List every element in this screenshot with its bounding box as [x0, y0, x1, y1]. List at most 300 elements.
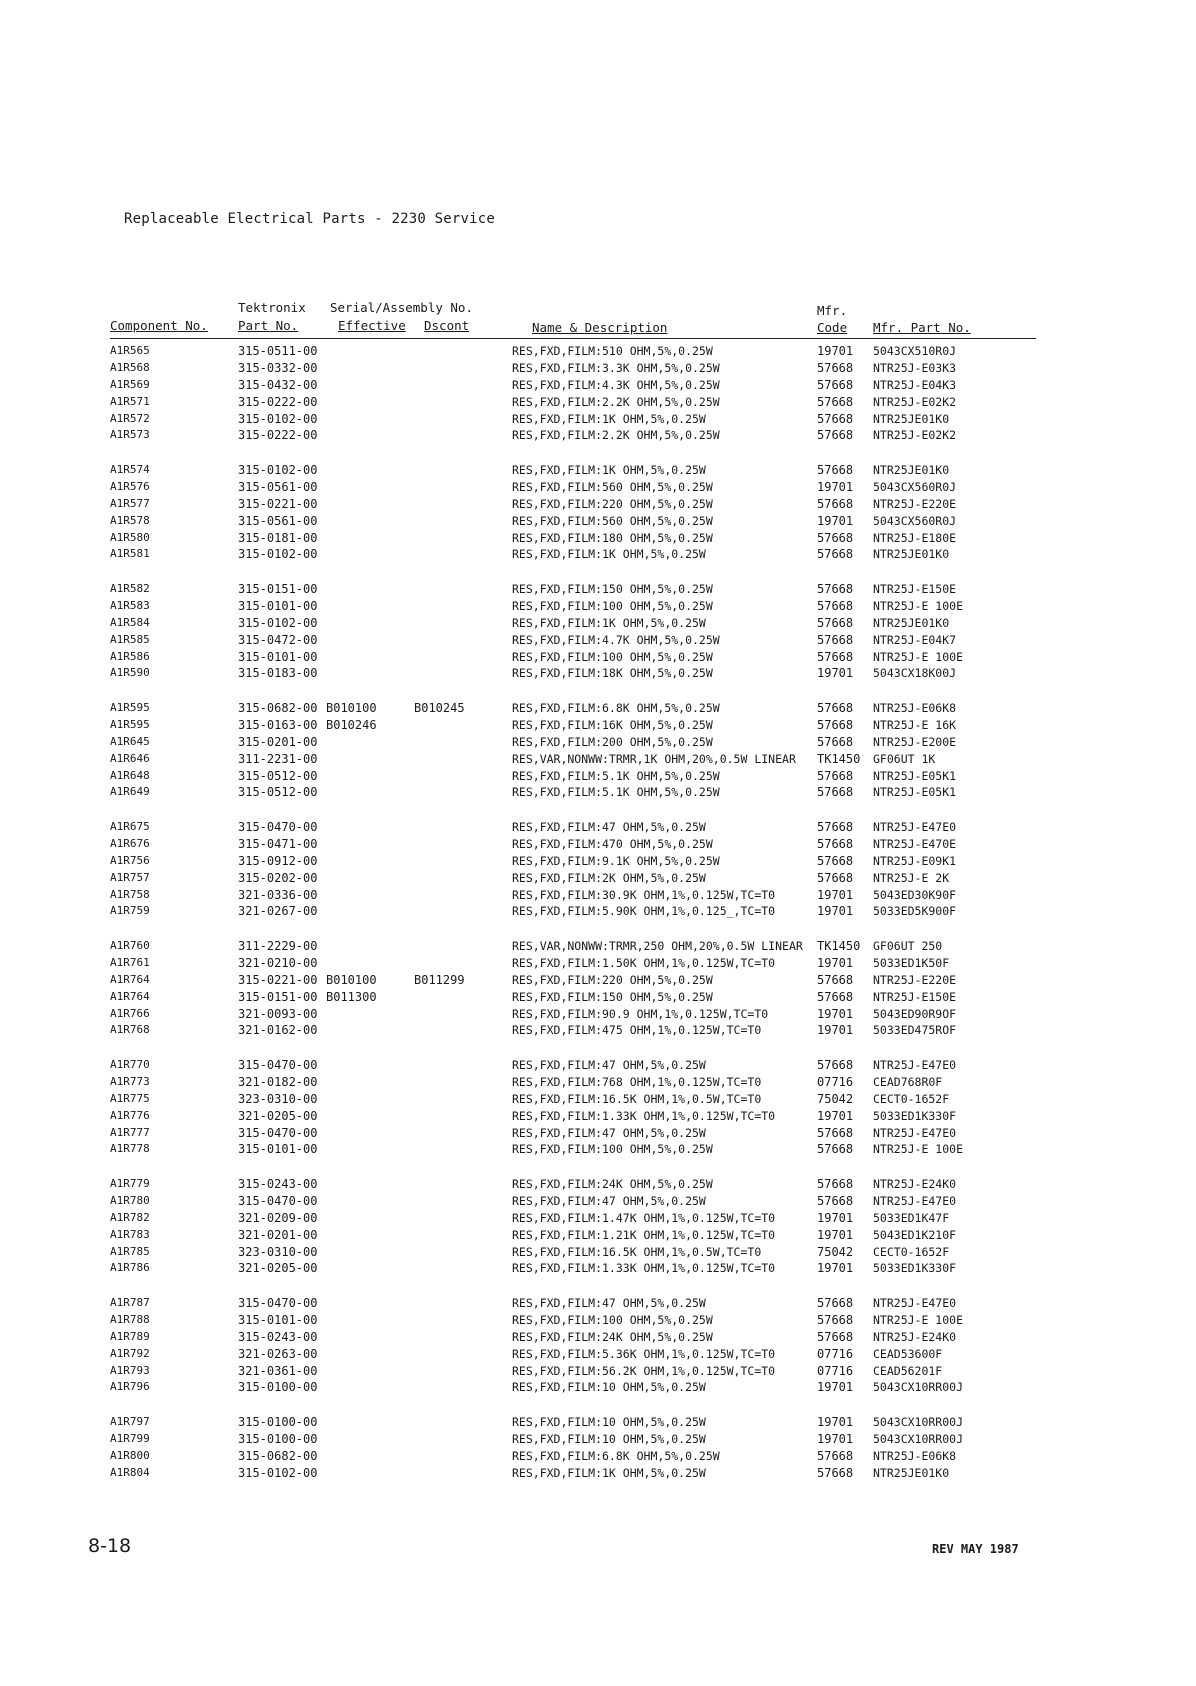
component-no-cell: A1R583 — [110, 598, 150, 612]
tektronix-part-no-cell: 321-0210-00 — [238, 955, 318, 970]
mfr-code-cell: 57668 — [817, 1312, 854, 1327]
tektronix-part-no-cell: 315-0101-00 — [238, 649, 318, 664]
tektronix-part-no-cell: 315-0470-00 — [238, 1058, 318, 1072]
mfr-code-cell: 57668 — [817, 428, 854, 443]
tektronix-part-no-cell: 315-0432-00 — [238, 377, 318, 392]
parts-group — [0, 1295, 1196, 1414]
tektronix-part-no-cell: 323-0310-00 — [238, 1244, 318, 1259]
tektronix-part-no-cell: 315-0222-00 — [238, 428, 318, 443]
mfr-code-cell: 57668 — [817, 598, 854, 613]
component-no-cell: A1R573 — [110, 428, 150, 442]
header-part-no: Part No. — [238, 318, 299, 333]
mfr-code-cell: 57668 — [817, 1125, 854, 1140]
mfr-code-cell: 57668 — [817, 1465, 854, 1480]
tektronix-part-no-cell: 321-0336-00 — [238, 887, 318, 902]
parts-group — [0, 1176, 1196, 1295]
mfr-part-no-cell: NTR25J-E 16K — [873, 717, 957, 732]
header-name-description: Name & Description — [532, 320, 668, 335]
parts-table — [0, 343, 1196, 1533]
tektronix-part-no-cell: 315-0470-00 — [238, 1193, 318, 1208]
mfr-code-cell: 57668 — [817, 1448, 854, 1463]
table-row — [0, 734, 1196, 751]
mfr-part-no-cell: 5043CX10RR00J — [873, 1431, 964, 1446]
name-description-cell: RES,VAR,NONWW:TRMR,250 OHM,20%,0.5W LINEAR — [512, 939, 803, 953]
mfr-part-no-cell: NTR25J-E47E0 — [873, 1193, 957, 1208]
mfr-code-cell: 57668 — [817, 785, 854, 800]
table-row — [0, 632, 1196, 649]
tektronix-part-no-cell: 315-0151-00 — [238, 989, 318, 1004]
name-description-cell: RES,FXD,FILM:24K OHM,5%,0.25W — [512, 1329, 713, 1344]
name-description-cell: RES,FXD,FILM:220 OHM,5%,0.25W — [512, 972, 713, 987]
component-no-cell: A1R569 — [110, 377, 150, 391]
component-no-cell: A1R580 — [110, 530, 150, 544]
component-no-cell: A1R675 — [110, 820, 150, 833]
name-description-cell: RES,VAR,NONWW:TRMR,1K OHM,20%,0.5W LINEAR — [512, 751, 796, 766]
name-description-cell: RES,FXD,FILM:47 OHM,5%,0.25W — [512, 820, 706, 834]
component-no-cell: A1R578 — [110, 513, 150, 527]
name-description-cell: RES,FXD,FILM:2K OHM,5%,0.25W — [512, 870, 706, 885]
name-description-cell: RES,FXD,FILM:510 OHM,5%,0.25W — [512, 344, 713, 358]
mfr-code-cell: 19701 — [817, 955, 854, 970]
serial-effective-cell: B010100 — [326, 972, 377, 987]
parts-group — [0, 1057, 1196, 1176]
mfr-code-cell: 19701 — [817, 513, 854, 528]
mfr-code-cell: 57668 — [817, 377, 854, 392]
tektronix-part-no-cell: 315-0102-00 — [238, 615, 318, 630]
component-no-cell: A1R648 — [110, 768, 150, 782]
mfr-code-cell: 57668 — [817, 582, 854, 596]
table-row — [0, 1448, 1196, 1465]
mfr-code-cell: 57668 — [817, 547, 854, 562]
mfr-code-cell: 57668 — [817, 530, 854, 545]
tektronix-part-no-cell: 311-2229-00 — [238, 939, 318, 953]
tektronix-part-no-cell: 321-0205-00 — [238, 1261, 318, 1276]
mfr-part-no-cell: NTR25JE01K0 — [873, 547, 950, 562]
component-no-cell: A1R761 — [110, 955, 150, 969]
mfr-part-no-cell: 5033ED1K50F — [873, 955, 950, 970]
mfr-part-no-cell: NTR25J-E 100E — [873, 649, 964, 664]
table-row — [0, 530, 1196, 547]
table-row — [0, 768, 1196, 785]
table-row — [0, 870, 1196, 887]
mfr-code-cell: 19701 — [817, 1380, 854, 1395]
name-description-cell: RES,FXD,FILM:180 OHM,5%,0.25W — [512, 530, 713, 545]
mfr-part-no-cell: 5043ED90R9OF — [873, 1006, 957, 1021]
mfr-part-no-cell: NTR25J-E06K8 — [873, 701, 957, 715]
name-description-cell: RES,FXD,FILM:1.33K OHM,1%,0.125W,TC=T0 — [512, 1108, 776, 1123]
mfr-part-no-cell: NTR25J-E02K2 — [873, 428, 957, 443]
tektronix-part-no-cell: 321-0205-00 — [238, 1108, 318, 1123]
table-row — [0, 546, 1196, 563]
parts-group — [0, 938, 1196, 1057]
name-description-cell: RES,FXD,FILM:18K OHM,5%,0.25W — [512, 666, 713, 681]
mfr-code-cell: 19701 — [817, 904, 854, 919]
component-no-cell: A1R804 — [110, 1465, 150, 1479]
mfr-code-cell: 57668 — [817, 649, 854, 664]
name-description-cell: RES,FXD,FILM:9.1K OHM,5%,0.25W — [512, 853, 720, 868]
table-row — [0, 955, 1196, 972]
tektronix-part-no-cell: 315-0201-00 — [238, 734, 318, 749]
name-description-cell: RES,FXD,FILM:6.8K OHM,5%,0.25W — [512, 701, 720, 715]
table-row — [0, 1244, 1196, 1261]
parts-group — [0, 819, 1196, 938]
component-no-cell: A1R792 — [110, 1346, 150, 1360]
page-title: Replaceable Electrical Parts - 2230 Service — [124, 211, 496, 227]
tektronix-part-no-cell: 315-0912-00 — [238, 853, 318, 868]
mfr-code-cell: 19701 — [817, 1108, 854, 1123]
table-row — [0, 1006, 1196, 1023]
name-description-cell: RES,FXD,FILM:200 OHM,5%,0.25W — [512, 734, 713, 749]
component-no-cell: A1R582 — [110, 582, 150, 595]
mfr-part-no-cell: 5033ED475ROF — [873, 1023, 957, 1038]
component-no-cell: A1R785 — [110, 1244, 150, 1258]
mfr-code-cell: 57668 — [817, 615, 854, 630]
parts-group — [0, 343, 1196, 462]
mfr-part-no-cell: NTR25J-E47E0 — [873, 1058, 957, 1072]
tektronix-part-no-cell: 315-0181-00 — [238, 530, 318, 545]
tektronix-part-no-cell: 315-0512-00 — [238, 785, 318, 800]
name-description-cell: RES,FXD,FILM:10 OHM,5%,0.25W — [512, 1380, 706, 1395]
component-no-cell: A1R775 — [110, 1091, 150, 1105]
mfr-code-cell: 57668 — [817, 1142, 854, 1157]
header-rule — [110, 338, 1036, 339]
name-description-cell: RES,FXD,FILM:5.1K OHM,5%,0.25W — [512, 785, 720, 800]
component-no-cell: A1R756 — [110, 853, 150, 867]
component-no-cell: A1R759 — [110, 904, 150, 918]
revision-date: REV MAY 1987 — [932, 1542, 1019, 1556]
serial-effective-cell: B011300 — [326, 989, 377, 1004]
name-description-cell: RES,FXD,FILM:90.9 OHM,1%,0.125W,TC=T0 — [512, 1006, 769, 1021]
tektronix-part-no-cell: 315-0472-00 — [238, 632, 318, 647]
tektronix-part-no-cell: 315-0102-00 — [238, 463, 318, 477]
mfr-part-no-cell: CEAD56201F — [873, 1363, 943, 1378]
mfr-part-no-cell: NTR25J-E 2K — [873, 870, 950, 885]
table-row — [0, 649, 1196, 666]
mfr-part-no-cell: NTR25J-E220E — [873, 972, 957, 987]
tektronix-part-no-cell: 315-0222-00 — [238, 394, 318, 409]
mfr-part-no-cell: 5033ED1K47F — [873, 1210, 950, 1225]
component-no-cell: A1R797 — [110, 1415, 150, 1428]
name-description-cell: RES,FXD,FILM:560 OHM,5%,0.25W — [512, 513, 713, 528]
mfr-code-cell: 57668 — [817, 1296, 854, 1310]
mfr-part-no-cell: 5043ED30K90F — [873, 887, 957, 902]
component-no-cell: A1R773 — [110, 1074, 150, 1088]
name-description-cell: RES,FXD,FILM:6.8K OHM,5%,0.25W — [512, 1448, 720, 1463]
page-number: 8-18 — [88, 1535, 132, 1557]
table-row — [0, 1431, 1196, 1448]
mfr-part-no-cell: NTR25JE01K0 — [873, 463, 950, 477]
name-description-cell: RES,FXD,FILM:100 OHM,5%,0.25W — [512, 1312, 713, 1327]
table-row — [0, 496, 1196, 513]
tektronix-part-no-cell: 315-0102-00 — [238, 411, 318, 426]
mfr-part-no-cell: NTR25JE01K0 — [873, 411, 950, 426]
mfr-part-no-cell: CEAD53600F — [873, 1346, 943, 1361]
mfr-part-no-cell: NTR25J-E03K3 — [873, 360, 957, 375]
mfr-code-cell: 57668 — [817, 734, 854, 749]
mfr-part-no-cell: NTR25J-E47E0 — [873, 1125, 957, 1140]
component-no-cell: A1R581 — [110, 547, 150, 561]
tektronix-part-no-cell: 315-0511-00 — [238, 344, 318, 358]
name-description-cell: RES,FXD,FILM:1K OHM,5%,0.25W — [512, 615, 706, 630]
name-description-cell: RES,FXD,FILM:1K OHM,5%,0.25W — [512, 1465, 706, 1480]
name-description-cell: RES,FXD,FILM:10 OHM,5%,0.25W — [512, 1415, 706, 1429]
name-description-cell: RES,FXD,FILM:100 OHM,5%,0.25W — [512, 1142, 713, 1157]
mfr-part-no-cell: NTR25J-E04K7 — [873, 632, 957, 647]
mfr-part-no-cell: 5033ED5K900F — [873, 904, 957, 919]
tektronix-part-no-cell: 323-0310-00 — [238, 1091, 318, 1106]
mfr-part-no-cell: NTR25J-E180E — [873, 530, 957, 545]
tektronix-part-no-cell: 315-0332-00 — [238, 360, 318, 375]
mfr-code-cell: 75042 — [817, 1091, 854, 1106]
table-row — [0, 700, 1196, 717]
tektronix-part-no-cell: 315-0151-00 — [238, 582, 318, 596]
component-no-cell: A1R766 — [110, 1006, 150, 1020]
tektronix-part-no-cell: 315-0512-00 — [238, 768, 318, 783]
name-description-cell: RES,FXD,FILM:47 OHM,5%,0.25W — [512, 1193, 706, 1208]
header-mfr-part-no: Mfr. Part No. — [873, 320, 971, 335]
tektronix-part-no-cell: 315-0221-00 — [238, 496, 318, 511]
name-description-cell: RES,FXD,FILM:5.90K OHM,1%,0.125_,TC=T0 — [512, 904, 776, 919]
header-serial-assembly: Serial/Assembly No. — [330, 300, 473, 315]
mfr-code-cell: 19701 — [817, 479, 854, 494]
name-description-cell: RES,FXD,FILM:220 OHM,5%,0.25W — [512, 496, 713, 511]
table-row — [0, 1210, 1196, 1227]
name-description-cell: RES,FXD,FILM:768 OHM,1%,0.125W,TC=T0 — [512, 1074, 762, 1089]
tektronix-part-no-cell: 315-0100-00 — [238, 1415, 318, 1429]
mfr-part-no-cell: NTR25J-E150E — [873, 582, 957, 596]
name-description-cell: RES,FXD,FILM:150 OHM,5%,0.25W — [512, 582, 713, 596]
mfr-part-no-cell: NTR25J-E150E — [873, 989, 957, 1004]
component-no-cell: A1R780 — [110, 1193, 150, 1207]
parts-group — [0, 1414, 1196, 1533]
table-row — [0, 598, 1196, 615]
mfr-code-cell: 57668 — [817, 1058, 854, 1072]
component-no-cell: A1R786 — [110, 1261, 150, 1275]
tektronix-part-no-cell: 315-0561-00 — [238, 479, 318, 494]
tektronix-part-no-cell: 321-0267-00 — [238, 904, 318, 919]
component-no-cell: A1R574 — [110, 463, 150, 476]
name-description-cell: RES,FXD,FILM:1K OHM,5%,0.25W — [512, 547, 706, 562]
mfr-code-cell: 57668 — [817, 632, 854, 647]
component-no-cell: A1R645 — [110, 734, 150, 748]
mfr-code-cell: 57668 — [817, 701, 854, 715]
table-row — [0, 1465, 1196, 1482]
table-row — [0, 1193, 1196, 1210]
component-no-cell: A1R760 — [110, 939, 150, 952]
component-no-cell: A1R796 — [110, 1380, 150, 1394]
serial-effective-cell: B010100 — [326, 701, 377, 715]
mfr-code-cell: 07716 — [817, 1363, 854, 1378]
mfr-code-cell: 19701 — [817, 344, 854, 358]
table-row — [0, 394, 1196, 411]
name-description-cell: RES,FXD,FILM:4.7K OHM,5%,0.25W — [512, 632, 720, 647]
mfr-part-no-cell: NTR25JE01K0 — [873, 615, 950, 630]
tektronix-part-no-cell: 321-0263-00 — [238, 1346, 318, 1361]
component-no-cell: A1R649 — [110, 785, 150, 799]
mfr-part-no-cell: 5043ED1K210F — [873, 1227, 957, 1242]
mfr-code-cell: 57668 — [817, 394, 854, 409]
component-no-cell: A1R793 — [110, 1363, 150, 1377]
component-no-cell: A1R788 — [110, 1312, 150, 1326]
name-description-cell: RES,FXD,FILM:30.9K OHM,1%,0.125W,TC=T0 — [512, 887, 776, 902]
mfr-part-no-cell: NTR25J-E05K1 — [873, 768, 957, 783]
component-no-cell: A1R764 — [110, 989, 150, 1003]
header-mfr: Mfr. — [817, 303, 848, 318]
table-row — [0, 343, 1196, 360]
mfr-part-no-cell: NTR25J-E 100E — [873, 1142, 964, 1157]
component-no-cell: A1R758 — [110, 887, 150, 901]
tektronix-part-no-cell: 315-0202-00 — [238, 870, 318, 885]
mfr-code-cell: 19701 — [817, 1261, 854, 1276]
table-row — [0, 989, 1196, 1006]
tektronix-part-no-cell: 315-0682-00 — [238, 1448, 318, 1463]
tektronix-part-no-cell: 315-0101-00 — [238, 598, 318, 613]
mfr-part-no-cell: 5033ED1K330F — [873, 1108, 957, 1123]
mfr-part-no-cell: NTR25J-E09K1 — [873, 853, 957, 868]
name-description-cell: RES,FXD,FILM:470 OHM,5%,0.25W — [512, 836, 713, 851]
name-description-cell: RES,FXD,FILM:10 OHM,5%,0.25W — [512, 1431, 706, 1446]
component-no-cell: A1R776 — [110, 1108, 150, 1122]
component-no-cell: A1R799 — [110, 1431, 150, 1445]
tektronix-part-no-cell: 315-0470-00 — [238, 820, 318, 834]
mfr-code-cell: 57668 — [817, 360, 854, 375]
name-description-cell: RES,FXD,FILM:16.5K OHM,1%,0.5W,TC=T0 — [512, 1244, 762, 1259]
table-row — [0, 1329, 1196, 1346]
mfr-part-no-cell: NTR25J-E47E0 — [873, 820, 957, 834]
component-no-cell: A1R590 — [110, 666, 150, 680]
table-row — [0, 1414, 1196, 1431]
mfr-part-no-cell: NTR25J-E 100E — [873, 598, 964, 613]
mfr-part-no-cell: NTR25J-E24K0 — [873, 1329, 957, 1344]
tektronix-part-no-cell: 315-0102-00 — [238, 1465, 318, 1480]
mfr-code-cell: 19701 — [817, 1415, 854, 1429]
name-description-cell: RES,FXD,FILM:16.5K OHM,1%,0.5W,TC=T0 — [512, 1091, 762, 1106]
mfr-code-cell: 19701 — [817, 666, 854, 681]
mfr-code-cell: 57668 — [817, 496, 854, 511]
mfr-code-cell: 57668 — [817, 989, 854, 1004]
mfr-code-cell: 57668 — [817, 717, 854, 732]
name-description-cell: RES,FXD,FILM:5.36K OHM,1%,0.125W,TC=T0 — [512, 1346, 776, 1361]
mfr-part-no-cell: 5043CX510R0J — [873, 344, 957, 358]
tektronix-part-no-cell: 315-0221-00 — [238, 972, 318, 987]
name-description-cell: RES,FXD,FILM:4.3K OHM,5%,0.25W — [512, 377, 720, 392]
mfr-code-cell: 07716 — [817, 1346, 854, 1361]
name-description-cell: RES,FXD,FILM:1.33K OHM,1%,0.125W,TC=T0 — [512, 1261, 776, 1276]
mfr-part-no-cell: NTR25J-E 100E — [873, 1312, 964, 1327]
component-no-cell: A1R779 — [110, 1177, 150, 1190]
tektronix-part-no-cell: 315-0101-00 — [238, 1312, 318, 1327]
mfr-part-no-cell: GF06UT 250 — [873, 939, 943, 953]
tektronix-part-no-cell: 315-0561-00 — [238, 513, 318, 528]
table-row — [0, 1125, 1196, 1142]
component-no-cell: A1R595 — [110, 701, 150, 714]
name-description-cell: RES,FXD,FILM:2.2K OHM,5%,0.25W — [512, 394, 720, 409]
mfr-part-no-cell: NTR25J-E200E — [873, 734, 957, 749]
mfr-part-no-cell: NTR25J-E02K2 — [873, 394, 957, 409]
table-row — [0, 972, 1196, 989]
component-no-cell: A1R584 — [110, 615, 150, 629]
table-row — [0, 819, 1196, 836]
tektronix-part-no-cell: 321-0209-00 — [238, 1210, 318, 1225]
mfr-part-no-cell: NTR25J-E24K0 — [873, 1177, 957, 1191]
table-row — [0, 1091, 1196, 1108]
name-description-cell: RES,FXD,FILM:3.3K OHM,5%,0.25W — [512, 360, 720, 375]
tektronix-part-no-cell: 315-0100-00 — [238, 1431, 318, 1446]
tektronix-part-no-cell: 315-0243-00 — [238, 1177, 318, 1191]
mfr-part-no-cell: NTR25J-E06K8 — [873, 1448, 957, 1463]
mfr-code-cell: 57668 — [817, 1193, 854, 1208]
mfr-code-cell: TK1450 — [817, 751, 861, 766]
table-row — [0, 1108, 1196, 1125]
table-row — [0, 1074, 1196, 1091]
tektronix-part-no-cell: 321-0182-00 — [238, 1074, 318, 1089]
header-tektronix: Tektronix — [238, 300, 306, 315]
table-row — [0, 1312, 1196, 1329]
table-row — [0, 717, 1196, 734]
name-description-cell: RES,FXD,FILM:1K OHM,5%,0.25W — [512, 411, 706, 426]
mfr-code-cell: 19701 — [817, 887, 854, 902]
mfr-part-no-cell: 5043CX18K00J — [873, 666, 957, 681]
table-row — [0, 1295, 1196, 1312]
table-row — [0, 1379, 1196, 1396]
mfr-part-no-cell: 5043CX10RR00J — [873, 1415, 964, 1429]
mfr-part-no-cell: CECT0-1652F — [873, 1244, 950, 1259]
table-row — [0, 462, 1196, 479]
table-row — [0, 1363, 1196, 1380]
table-row — [0, 411, 1196, 428]
mfr-code-cell: 19701 — [817, 1023, 854, 1038]
component-no-cell: A1R800 — [110, 1448, 150, 1462]
mfr-code-cell: 57668 — [817, 1177, 854, 1191]
table-row — [0, 1176, 1196, 1193]
name-description-cell: RES,FXD,FILM:47 OHM,5%,0.25W — [512, 1058, 706, 1072]
mfr-part-no-cell: NTR25J-E04K3 — [873, 377, 957, 392]
tektronix-part-no-cell: 315-0471-00 — [238, 836, 318, 851]
mfr-part-no-cell: CEAD768R0F — [873, 1074, 943, 1089]
mfr-code-cell: 57668 — [817, 870, 854, 885]
name-description-cell: RES,FXD,FILM:2.2K OHM,5%,0.25W — [512, 428, 720, 443]
mfr-part-no-cell: NTR25J-E05K1 — [873, 785, 957, 800]
header-component-no: Component No. — [110, 318, 208, 333]
name-description-cell: RES,FXD,FILM:56.2K OHM,1%,0.125W,TC=T0 — [512, 1363, 776, 1378]
serial-dscont-cell: B010245 — [414, 701, 465, 715]
table-row — [0, 615, 1196, 632]
mfr-code-cell: 57668 — [817, 463, 854, 477]
name-description-cell: RES,FXD,FILM:1.50K OHM,1%,0.125W,TC=T0 — [512, 955, 776, 970]
mfr-code-cell: 75042 — [817, 1244, 854, 1259]
component-no-cell: A1R585 — [110, 632, 150, 646]
tektronix-part-no-cell: 315-0101-00 — [238, 1142, 318, 1157]
mfr-part-no-cell: 5033ED1K330F — [873, 1261, 957, 1276]
tektronix-part-no-cell: 315-0100-00 — [238, 1380, 318, 1395]
tektronix-part-no-cell: 321-0361-00 — [238, 1363, 318, 1378]
component-no-cell: A1R586 — [110, 649, 150, 663]
name-description-cell: RES,FXD,FILM:47 OHM,5%,0.25W — [512, 1125, 706, 1140]
component-no-cell: A1R787 — [110, 1296, 150, 1309]
component-no-cell: A1R778 — [110, 1142, 150, 1156]
component-no-cell: A1R789 — [110, 1329, 150, 1343]
tektronix-part-no-cell: 315-0163-00 — [238, 717, 318, 732]
table-row — [0, 360, 1196, 377]
mfr-part-no-cell: GF06UT 1K — [873, 751, 936, 766]
mfr-part-no-cell: NTR25J-E220E — [873, 496, 957, 511]
name-description-cell: RES,FXD,FILM:24K OHM,5%,0.25W — [512, 1177, 713, 1191]
component-no-cell: A1R572 — [110, 411, 150, 425]
component-no-cell: A1R571 — [110, 394, 150, 408]
name-description-cell: RES,FXD,FILM:1.47K OHM,1%,0.125W,TC=T0 — [512, 1210, 776, 1225]
component-no-cell: A1R577 — [110, 496, 150, 510]
component-no-cell: A1R595 — [110, 717, 150, 731]
